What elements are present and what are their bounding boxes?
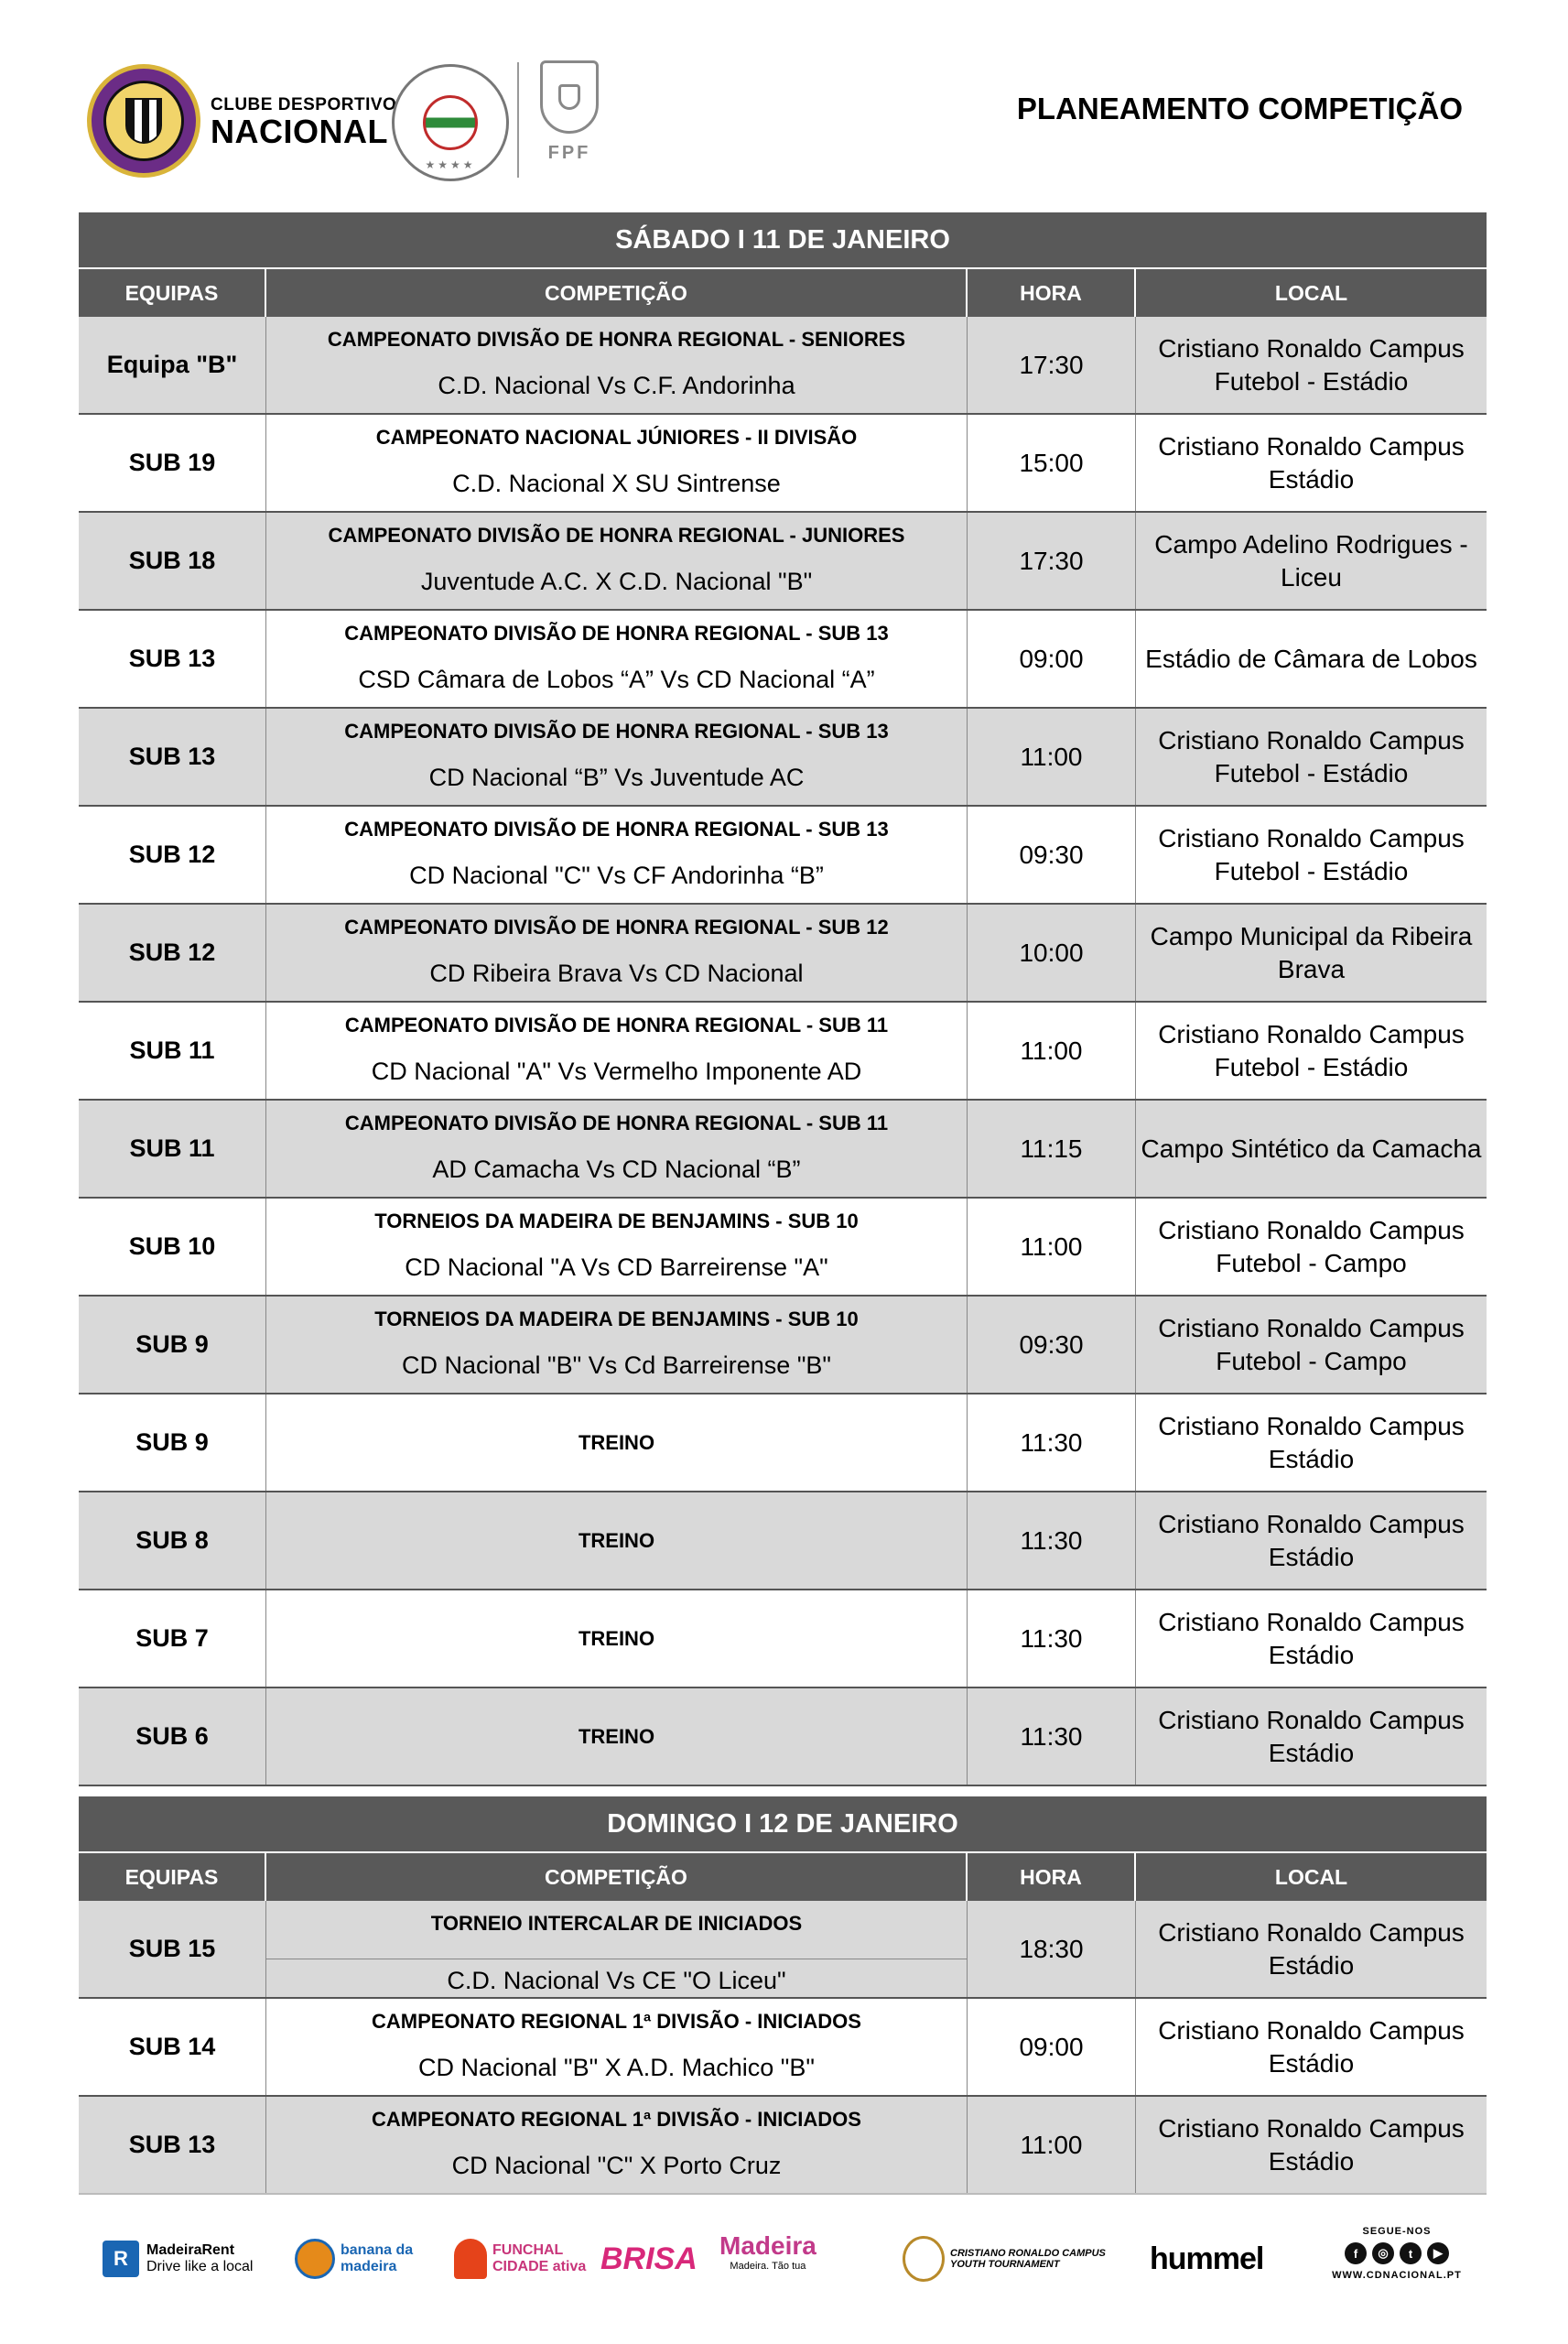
- place-line1: Campo Sintético da Camacha: [1141, 1134, 1482, 1163]
- page-title: PLANEAMENTO COMPETIÇÃO: [1016, 92, 1463, 125]
- sponsor1-line2: Drive like a local: [146, 2259, 254, 2274]
- place-line2: Estádio: [1268, 1738, 1355, 1767]
- competition-cell: [266, 1003, 968, 1099]
- competition-name: TORNEIOS DA MADEIRA DE BENJAMINS - SUB 10: [374, 1210, 859, 1232]
- place-line1: Cristiano Ronaldo Campus: [1158, 333, 1465, 363]
- sponsor7-text: hummel: [1150, 2241, 1264, 2276]
- place-text: [1158, 2014, 1465, 2080]
- place-cell: [1136, 1199, 1487, 1295]
- table-row: [79, 513, 1487, 611]
- place-cell: [1136, 1492, 1487, 1589]
- page-header: [0, 0, 1568, 211]
- place-cell: [1136, 317, 1487, 413]
- place-text: [1158, 332, 1465, 398]
- competition-cell: [266, 1999, 968, 2095]
- column-header-competition: COMPETIÇÃO: [266, 269, 968, 317]
- day-title: SÁBADO I 11 DE JANEIRO: [79, 212, 1487, 269]
- social-title: SEGUE-NOS: [1362, 2226, 1432, 2237]
- place-cell: [1136, 415, 1487, 511]
- table-row: [79, 317, 1487, 415]
- match-name: CD Ribeira Brava Vs CD Nacional: [429, 960, 804, 987]
- social-block: [1324, 2226, 1470, 2281]
- competition-name: CAMPEONATO DIVISÃO DE HONRA REGIONAL - SUB 13: [344, 622, 889, 645]
- time-cell: 09:30: [968, 1297, 1136, 1393]
- place-line1: Campo Municipal da Ribeira: [1150, 921, 1473, 950]
- table-row: [79, 905, 1487, 1003]
- competition-cell: [266, 709, 968, 805]
- competition-cell: [266, 1297, 968, 1393]
- table-row: [79, 1297, 1487, 1394]
- time-cell: 17:30: [968, 513, 1136, 609]
- schedule-saturday: [79, 212, 1487, 1786]
- team-cell: SUB 12: [79, 905, 266, 1001]
- sponsor5-line1: Madeira: [719, 2231, 816, 2260]
- place-line1: Cristiano Ronaldo Campus: [1158, 1705, 1465, 1734]
- sponsor-funchal: [454, 2231, 586, 2286]
- time-cell: 11:30: [968, 1688, 1136, 1785]
- place-line1: Cristiano Ronaldo Campus: [1158, 2113, 1465, 2143]
- competition-cell: [266, 807, 968, 903]
- team-cell: SUB 18: [79, 513, 266, 609]
- team-cell: SUB 12: [79, 807, 266, 903]
- competition-name: CAMPEONATO DIVISÃO DE HONRA REGIONAL - SUB 13: [344, 818, 889, 841]
- place-text: [1141, 1133, 1482, 1166]
- place-line1: Cristiano Ronaldo Campus: [1158, 1019, 1465, 1048]
- table-row: [79, 1492, 1487, 1590]
- club-name-line1: CLUBE DESPORTIVO: [211, 95, 397, 114]
- time-cell: 11:30: [968, 1394, 1136, 1491]
- place-text: [1158, 724, 1465, 790]
- time-cell: 11:15: [968, 1101, 1136, 1197]
- place-line2: Brava: [1277, 954, 1346, 983]
- match-name: CD Nacional “B” Vs Juventude AC: [428, 764, 805, 791]
- sponsor-madeira: [719, 2231, 816, 2286]
- place-cell: [1136, 1688, 1487, 1785]
- place-cell: [1136, 1297, 1487, 1393]
- time-cell: 11:00: [968, 709, 1136, 805]
- table-row: [79, 1688, 1487, 1786]
- sponsor-madeirarent: [103, 2231, 253, 2286]
- team-cell: SUB 19: [79, 415, 266, 511]
- madeirarent-icon: R: [103, 2241, 139, 2277]
- place-line2: Estádio: [1268, 1444, 1355, 1473]
- competition-name: CAMPEONATO DIVISÃO DE HONRA REGIONAL - SUB 12: [344, 916, 889, 939]
- table-row: [79, 415, 1487, 513]
- match-name: CSD Câmara de Lobos “A” Vs CD Nacional “A”: [358, 666, 875, 693]
- place-cell: [1136, 1901, 1487, 1997]
- place-cell: [1136, 807, 1487, 903]
- competition-name: CAMPEONATO NACIONAL JÚNIORES - II DIVISÃO: [375, 426, 858, 449]
- time-cell: 18:30: [968, 1901, 1136, 1997]
- competition-name: TORNEIO INTERCALAR DE INICIADOS: [266, 1912, 967, 1959]
- competition-cell: [266, 2097, 968, 2193]
- club-name: [211, 95, 396, 148]
- column-header-place: LOCAL: [1274, 1864, 1348, 1889]
- place-line2: Estádio: [1268, 1950, 1355, 1980]
- table-row: [79, 1901, 1487, 1999]
- team-cell: SUB 15: [79, 1901, 266, 1997]
- competition-name: TREINO: [578, 1430, 655, 1454]
- table-row: [79, 1999, 1487, 2097]
- fpf-shield-icon: [540, 60, 599, 134]
- competition-name: CAMPEONATO DIVISÃO DE HONRA REGIONAL - SENIORES: [327, 328, 906, 351]
- competition-name: TREINO: [578, 1528, 655, 1552]
- place-cell: [1136, 1394, 1487, 1491]
- place-text: [1158, 2112, 1465, 2178]
- place-line2: Futebol - Campo: [1216, 1248, 1407, 1277]
- table-row: [79, 1101, 1487, 1199]
- place-line2: Estádio: [1268, 1542, 1355, 1571]
- competition-name: TORNEIOS DA MADEIRA DE BENJAMINS - SUB 10: [374, 1308, 859, 1330]
- team-cell: SUB 9: [79, 1297, 266, 1393]
- competition-cell: [266, 317, 968, 413]
- match-name: C.D. Nacional X SU Sintrense: [452, 470, 781, 497]
- schedule-sunday: [79, 1796, 1487, 2195]
- banana-logo-icon: [295, 2239, 335, 2279]
- funchal-logo-icon: [454, 2239, 487, 2279]
- club-crest-icon: [87, 64, 200, 178]
- place-line2: Futebol - Estádio: [1214, 758, 1409, 787]
- place-line2: Futebol - Estádio: [1214, 856, 1409, 885]
- time-cell: 11:00: [968, 1199, 1136, 1295]
- place-line1: Cristiano Ronaldo Campus: [1158, 1509, 1465, 1538]
- team-cell: SUB 7: [79, 1590, 266, 1687]
- team-cell: SUB 13: [79, 709, 266, 805]
- competition-name: CAMPEONATO DIVISÃO DE HONRA REGIONAL - SUB 11: [344, 1112, 889, 1134]
- header-divider: [517, 62, 519, 178]
- team-cell: SUB 10: [79, 1199, 266, 1295]
- place-cell: [1136, 1590, 1487, 1687]
- sponsor6-line1: CRISTIANO RONALDO CAMPUS: [950, 2248, 1106, 2259]
- place-text: [1158, 430, 1465, 496]
- time-cell: 10:00: [968, 905, 1136, 1001]
- team-cell: SUB 13: [79, 2097, 266, 2193]
- match-name: CD Nacional "B" Vs Cd Barreirense "B": [401, 1351, 831, 1379]
- competition-name: TREINO: [578, 1724, 655, 1748]
- place-line2: Estádio: [1268, 2146, 1355, 2176]
- competition-name: CAMPEONATO DIVISÃO DE HONRA REGIONAL - SUB 13: [344, 720, 889, 743]
- time-cell: 09:30: [968, 807, 1136, 903]
- competition-name: CAMPEONATO REGIONAL 1ª DIVISÃO - INICIADOS: [372, 2108, 861, 2131]
- competition-name: CAMPEONATO DIVISÃO DE HONRA REGIONAL - JUNIORES: [328, 524, 905, 547]
- place-line1: Campo Adelino Rodrigues -: [1154, 529, 1468, 559]
- place-cell: [1136, 709, 1487, 805]
- place-line2: Futebol - Estádio: [1214, 1052, 1409, 1081]
- table-row: [79, 1394, 1487, 1492]
- club-name-line2: NACIONAL: [211, 113, 388, 150]
- place-cell: [1136, 905, 1487, 1001]
- twitter-icon[interactable]: t: [1400, 2242, 1422, 2264]
- sponsor-banana: [295, 2231, 432, 2286]
- place-line2: Futebol - Estádio: [1214, 366, 1409, 396]
- place-cell: [1136, 1101, 1487, 1197]
- place-line1: Cristiano Ronaldo Campus: [1158, 2015, 1465, 2045]
- day-title: DOMINGO I 12 DE JANEIRO: [79, 1796, 1487, 1853]
- team-cell: SUB 6: [79, 1688, 266, 1785]
- competition-name: TREINO: [578, 1626, 655, 1650]
- place-cell: [1136, 611, 1487, 707]
- time-cell: 09:00: [968, 611, 1136, 707]
- place-text: [1145, 643, 1477, 676]
- place-text: [1158, 1704, 1465, 1770]
- column-header-team: EQUIPAS: [79, 269, 266, 317]
- match-name: AD Camacha Vs CD Nacional “B”: [432, 1156, 801, 1183]
- match-name: CD Nacional "C" Vs CF Andorinha “B”: [409, 862, 824, 889]
- time-cell: 11:30: [968, 1590, 1136, 1687]
- place-text: [1158, 1214, 1465, 1280]
- table-row: [79, 709, 1487, 807]
- match-name: CD Nacional "A" Vs Vermelho Imponente AD: [371, 1058, 862, 1085]
- table-row: [79, 1199, 1487, 1297]
- place-text: [1158, 1410, 1465, 1476]
- competition-cell: [266, 1590, 968, 1687]
- match-name: Juventude A.C. X C.D. Nacional "B": [420, 568, 813, 595]
- time-cell: 11:00: [968, 1003, 1136, 1099]
- place-line2: Estádio: [1268, 464, 1355, 494]
- table-row: [79, 2097, 1487, 2195]
- column-headers: [79, 1853, 1487, 1901]
- place-line1: Cristiano Ronaldo Campus: [1158, 1607, 1465, 1636]
- time-cell: 17:30: [968, 317, 1136, 413]
- competition-cell: [266, 1688, 968, 1785]
- team-cell: SUB 8: [79, 1492, 266, 1589]
- column-header-competition: COMPETIÇÃO: [266, 1853, 968, 1901]
- time-cell: 11:00: [968, 2097, 1136, 2193]
- place-line1: Cristiano Ronaldo Campus: [1158, 1215, 1465, 1244]
- youtube-icon[interactable]: ▶: [1427, 2242, 1449, 2264]
- team-cell: SUB 11: [79, 1003, 266, 1099]
- place-text: [1158, 1018, 1465, 1084]
- match-name: C.D. Nacional Vs C.F. Andorinha: [438, 372, 795, 399]
- sponsors-footer: [79, 2193, 1487, 2303]
- match-name: C.D. Nacional Vs CE "O Liceu": [447, 1967, 786, 1994]
- table-row: [79, 807, 1487, 905]
- sponsor3-line1: FUNCHAL: [492, 2242, 564, 2258]
- match-name: CD Nacional "C" X Porto Cruz: [451, 2152, 782, 2179]
- time-cell: 15:00: [968, 415, 1136, 511]
- competition-name: CAMPEONATO REGIONAL 1ª DIVISÃO - INICIADOS: [372, 2010, 861, 2033]
- competition-cell: [266, 611, 968, 707]
- sponsor3-line2: CIDADE ativa: [492, 2259, 587, 2274]
- place-line1: Cristiano Ronaldo Campus: [1158, 1411, 1465, 1440]
- place-text: [1158, 1606, 1465, 1672]
- place-text: [1158, 1312, 1465, 1378]
- fpf-label: FPF: [547, 143, 591, 163]
- place-text: [1158, 822, 1465, 888]
- time-cell: 11:30: [968, 1492, 1136, 1589]
- place-line1: Cristiano Ronaldo Campus: [1158, 725, 1465, 754]
- match-name: CD Nacional "B" X A.D. Machico "B": [418, 2054, 815, 2081]
- column-header-team: EQUIPAS: [79, 1853, 266, 1901]
- place-line2: Estádio: [1268, 1640, 1355, 1669]
- place-line1: Cristiano Ronaldo Campus: [1158, 1917, 1465, 1947]
- team-cell: SUB 13: [79, 611, 266, 707]
- instagram-icon[interactable]: ◎: [1372, 2242, 1394, 2264]
- table-row: [79, 1590, 1487, 1688]
- sponsor6-line2: YOUTH TOURNAMENT: [950, 2259, 1060, 2270]
- place-text: [1151, 920, 1473, 986]
- sponsor2-text: banana da madeira: [341, 2242, 414, 2274]
- competition-cell: [266, 1492, 968, 1589]
- sponsor4-text: BRISA: [600, 2241, 697, 2276]
- sponsor5-line2: Madeira. Tão tua: [730, 2261, 806, 2272]
- competition-cell: [266, 1199, 968, 1295]
- place-line1: Cristiano Ronaldo Campus: [1158, 1313, 1465, 1342]
- place-line2: Estádio: [1268, 2048, 1355, 2078]
- competition-cell: [266, 905, 968, 1001]
- match-name: CD Nacional "A Vs CD Barreirense "A": [405, 1253, 828, 1281]
- table-row: [79, 1003, 1487, 1101]
- team-cell: Equipa "B": [79, 317, 266, 413]
- place-line2: Liceu: [1281, 562, 1342, 591]
- competition-cell: [266, 415, 968, 511]
- place-line1: Cristiano Ronaldo Campus: [1158, 823, 1465, 852]
- team-cell: SUB 9: [79, 1394, 266, 1491]
- sponsor-brisa: [600, 2231, 697, 2286]
- website-url[interactable]: WWW.CDNACIONAL.PT: [1332, 2270, 1462, 2281]
- competition-cell: [266, 1394, 968, 1491]
- place-text: [1154, 528, 1467, 594]
- column-header-time: HORA: [968, 269, 1136, 317]
- column-header-place: LOCAL: [1274, 280, 1348, 305]
- place-cell: [1136, 1003, 1487, 1099]
- team-cell: SUB 14: [79, 1999, 266, 2095]
- competition-name: CAMPEONATO DIVISÃO DE HONRA REGIONAL - SUB 11: [344, 1014, 889, 1036]
- place-cell: [1136, 2097, 1487, 2193]
- place-cell: [1136, 513, 1487, 609]
- fpf-logo: [533, 60, 606, 164]
- column-header-time: HORA: [968, 1853, 1136, 1901]
- place-line2: Futebol - Campo: [1216, 1346, 1407, 1375]
- time-cell: 09:00: [968, 1999, 1136, 2095]
- sponsor1-line1: MadeiraRent: [146, 2242, 235, 2258]
- place-text: [1158, 1916, 1465, 1982]
- facebook-icon[interactable]: f: [1345, 2242, 1367, 2264]
- table-row: [79, 611, 1487, 709]
- competition-cell: [266, 1901, 968, 1997]
- team-cell: SUB 11: [79, 1101, 266, 1197]
- competition-cell: [266, 513, 968, 609]
- sponsor-hummel: [1150, 2231, 1263, 2286]
- place-text: [1158, 1508, 1465, 1574]
- certification-seal-icon: ★★★★: [392, 64, 509, 181]
- sponsor-cr-campus: [903, 2231, 1106, 2286]
- place-line1: Cristiano Ronaldo Campus: [1158, 431, 1465, 461]
- column-headers: [79, 269, 1487, 317]
- competition-cell: [266, 1101, 968, 1197]
- cr-campus-logo-icon: [903, 2236, 945, 2282]
- place-cell: [1136, 1999, 1487, 2095]
- place-line1: Estádio de Câmara de Lobos: [1145, 644, 1477, 673]
